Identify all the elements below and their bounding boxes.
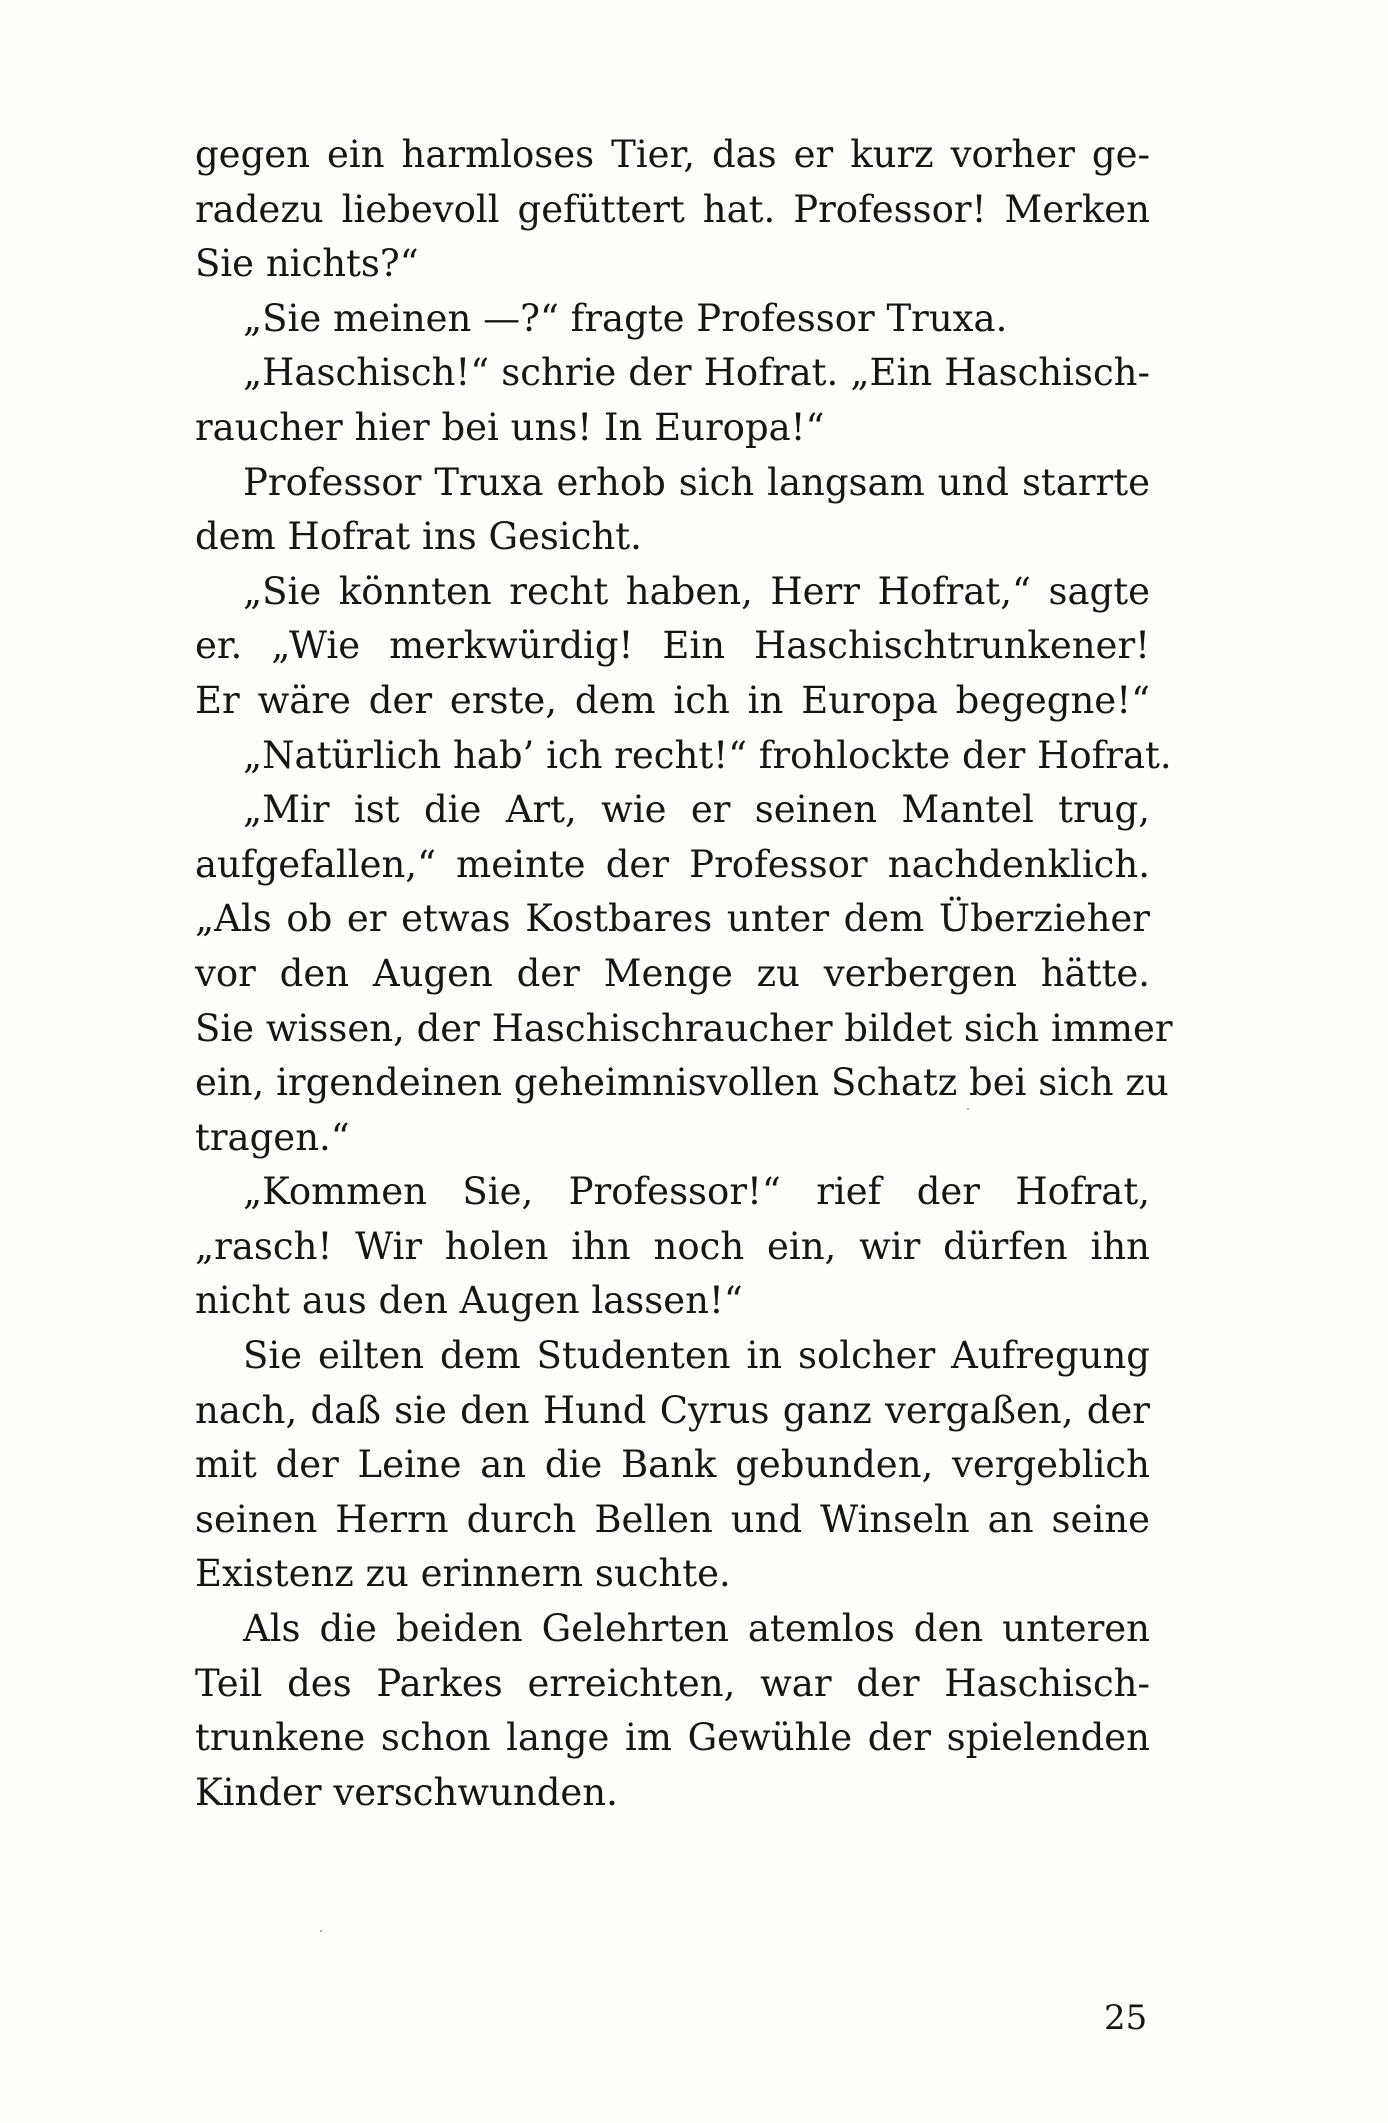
text-line: trunkene schon lange im Gewühle der spielenden — [195, 1716, 1150, 1760]
text-line: Teil des Parkes erreichten, war der Haschisch- — [195, 1661, 1150, 1705]
text-line: „Natürlich hab’ ich recht!“ frohlockte der Hofrat. — [243, 733, 1172, 777]
text-line: Kinder verschwunden. — [195, 1770, 618, 1814]
text-line: „Haschisch!“ schrie der Hofrat. „Ein Haschisch- — [243, 351, 1150, 395]
text-line: „Kommen Sie, Professor!“ rief der Hofrat, — [243, 1170, 1150, 1214]
text-line: nicht aus den Augen lassen!“ — [195, 1279, 743, 1323]
text-line: er. „Wie merkwürdig! Ein Haschischtrunkener! — [195, 624, 1150, 668]
text-line: Sie nichts?“ — [195, 242, 419, 286]
text-line: nach, daß sie den Hund Cyrus ganz vergaßen, der — [195, 1388, 1150, 1432]
text-line: Er wäre der erste, dem ich in Europa begegne!“ — [195, 678, 1150, 722]
text-line: „Sie meinen —?“ fragte Professor Truxa. — [243, 296, 1008, 340]
text-line: Sie eilten dem Studenten in solcher Aufregung — [243, 1334, 1150, 1378]
body-text — [195, 128, 1173, 1820]
text-line: radezu liebevoll gefüttert hat. Professor! Merken — [195, 187, 1150, 231]
text-line: tragen.“ — [195, 1115, 350, 1159]
text-line: Sie wissen, der Haschischraucher bildet sich immer — [195, 1006, 1173, 1050]
page-number: 25 — [1104, 1998, 1148, 2038]
text-line: gegen ein harmloses Tier, das er kurz vorher ge- — [195, 133, 1150, 176]
text-line: mit der Leine an die Bank gebunden, vergeblich — [195, 1443, 1150, 1487]
text-line: vor den Augen der Menge zu verbergen hätte. — [195, 951, 1150, 995]
text-line: Existenz zu erinnern suchte. — [195, 1552, 731, 1596]
text-line: Als die beiden Gelehrten atemlos den unteren — [243, 1607, 1150, 1651]
text-line: seinen Herrn durch Bellen und Winseln an seine — [195, 1497, 1150, 1541]
text-line: „Mir ist die Art, wie er seinen Mantel trug, — [243, 788, 1150, 832]
text-line: „Als ob er etwas Kostbares unter dem Überzieher — [195, 897, 1150, 941]
text-line: „Sie könnten recht haben, Herr Hofrat,“ sagte — [243, 569, 1150, 613]
print-speck — [320, 1930, 322, 1932]
text-line: „rasch! Wir holen ihn noch ein, wir dürfen ihn — [195, 1224, 1150, 1268]
print-speck — [967, 1108, 969, 1110]
text-line: ein, irgendeinen geheimnisvollen Schatz bei sich zu — [195, 1061, 1169, 1105]
text-line: dem Hofrat ins Gesicht. — [195, 515, 642, 559]
text-line: raucher hier bei uns! In Europa!“ — [195, 405, 825, 449]
text-line: aufgefallen,“ meinte der Professor nachdenklich. — [195, 842, 1150, 886]
text-line: Professor Truxa erhob sich langsam und starrte — [243, 460, 1150, 504]
